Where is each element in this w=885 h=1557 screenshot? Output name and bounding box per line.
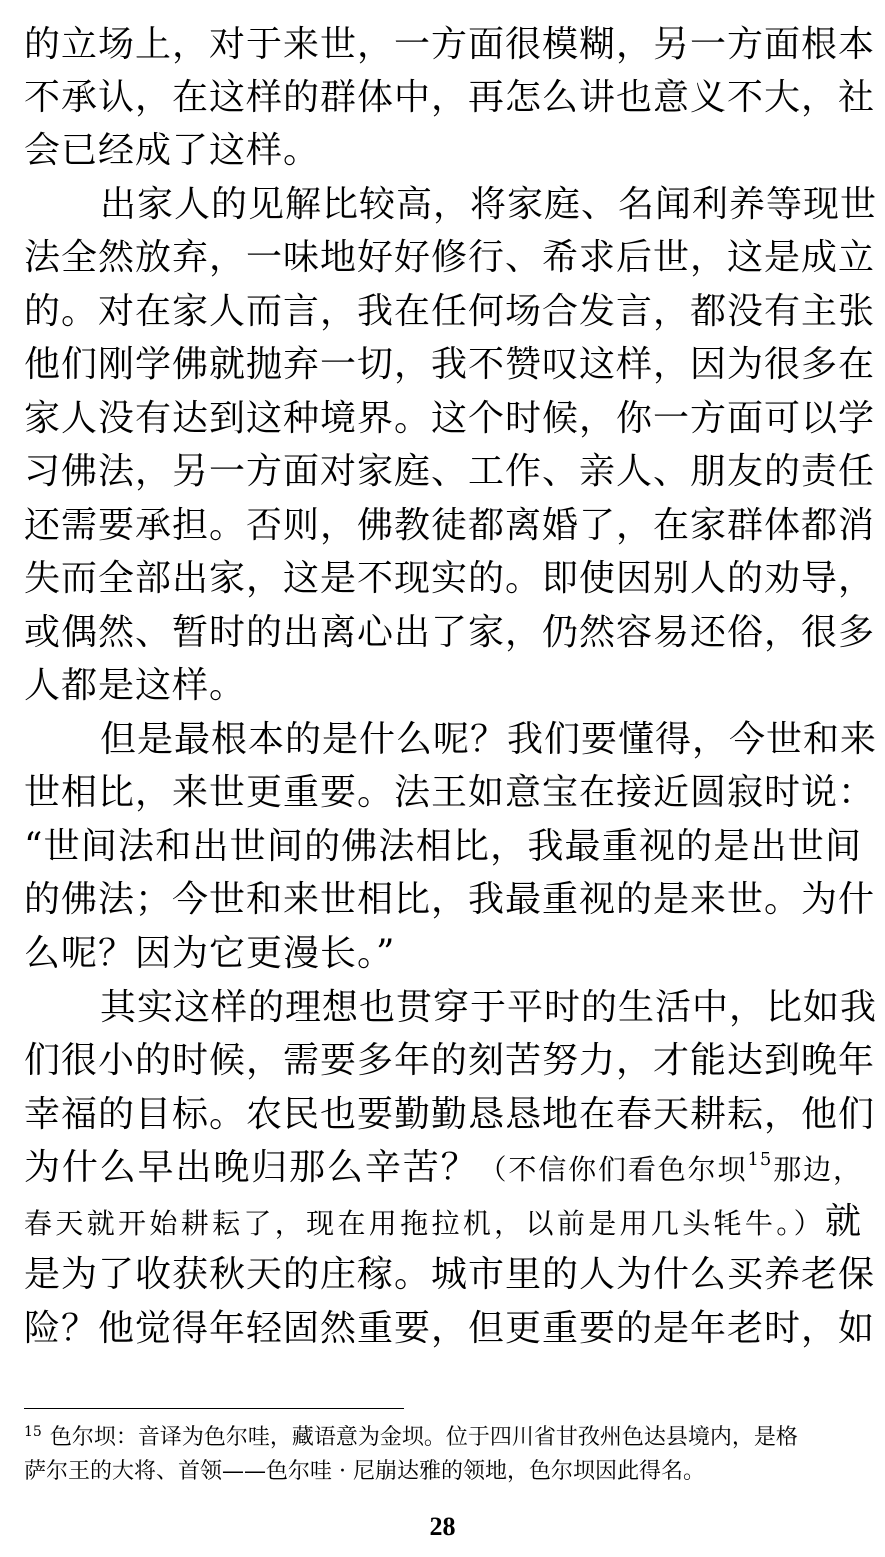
page-number: 28 — [429, 1512, 456, 1541]
body-line: 人都是这样。 — [24, 665, 247, 706]
footnote-text: 色尔坝：音译为色尔哇，藏语意为金坝。位于四川省甘孜州色达县境内，是格 — [49, 1425, 798, 1450]
footnote-continuation: 萨尔王的大将、首领——色尔哇 · 尼崩达雅的领地，色尔坝因此得名。 — [24, 1459, 705, 1484]
body-line: 会已经成了这样。 — [24, 130, 321, 171]
body-line: 家人没有达到这种境界。这个时候，你一方面可以学 — [24, 398, 876, 439]
body-line-with-note — [24, 1143, 862, 1193]
body-line-with-note — [24, 1197, 862, 1247]
body-line: 或偶然、暂时的出离心出了家，仍然容易还俗，很多 — [24, 612, 876, 653]
footnote — [24, 1421, 862, 1457]
parenthetical-note: 春天就开始耕耘了，现在用拖拉机，以前是用几头牦牛。） — [24, 1207, 825, 1240]
footnote-ref-15[interactable]: 15 — [747, 1149, 773, 1170]
body-line: 还需要承担。否则，佛教徒都离婚了，在家群体都消 — [24, 505, 876, 546]
body-line: 他们刚学佛就抛弃一切，我不赞叹这样，因为很多在 — [24, 344, 876, 385]
body-line: 法全然放弃，一味地好好修行、希求后世，这是成立 — [24, 237, 876, 278]
body-line: 险？他觉得年轻固然重要，但更重要的是年老时，如 — [24, 1308, 876, 1349]
parenthetical-note: 那边， — [772, 1153, 862, 1186]
body-line: 其实这样的理想也贯穿于平时的生活中，比如我 — [100, 987, 878, 1028]
body-line: 幸福的目标。农民也要勤勤恳恳地在春天耕耘，他们 — [24, 1094, 876, 1135]
body-line: “世间法和出世间的佛法相比，我最重视的是出世间 — [24, 826, 862, 867]
body-line: 不承认，在这样的群体中，再怎么讲也意义不大，社 — [24, 77, 876, 118]
footnote-divider — [24, 1408, 404, 1409]
body-line: 失而全部出家，这是不现实的。即使因别人的劝导， — [24, 558, 876, 599]
body-text: 为什么早出晚归那么辛苦？ — [24, 1147, 479, 1188]
body-line: 是为了收获秋天的庄稼。城市里的人为什么买养老保 — [24, 1254, 876, 1295]
body-line: 但是最根本的是什么呢？我们要懂得，今世和来 — [100, 719, 878, 760]
body-line: 们很小的时候，需要多年的刻苦努力，才能达到晚年 — [24, 1040, 876, 1081]
body-line: 么呢？因为它更漫长。” — [24, 933, 396, 974]
body-line: 的佛法；今世和来世相比，我最重视的是来世。为什 — [24, 879, 876, 920]
body-text: 就 — [824, 1201, 862, 1242]
body-line: 的。对在家人而言，我在任何场合发言，都没有主张 — [24, 291, 876, 332]
body-line: 世相比，来世更重要。法王如意宝在接近圆寂时说： — [24, 772, 876, 813]
body-line: 习佛法，另一方面对家庭、工作、亲人、朋友的责任 — [24, 451, 876, 492]
parenthetical-note: （不信你们看色尔坝 — [478, 1153, 748, 1186]
body-line: 出家人的见解比较高，将家庭、名闻利养等现世 — [100, 184, 878, 225]
footnote-number: 15 — [24, 1424, 42, 1440]
body-line: 的立场上，对于来世，一方面很模糊，另一方面根本 — [24, 24, 876, 65]
